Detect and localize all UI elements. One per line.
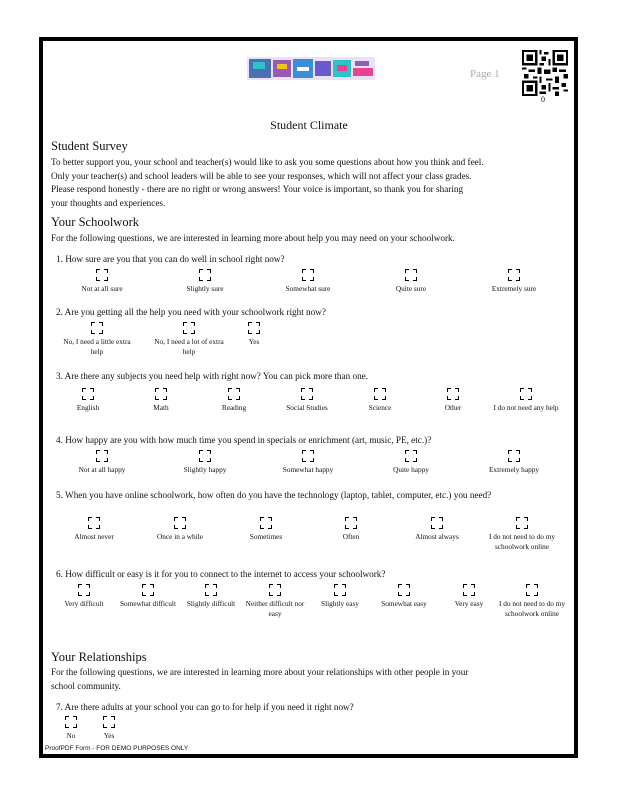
survey-title: Student Climate [270, 118, 348, 132]
question-3-text: 3. Are there any subjects you need help with right now? You can pick more than one. [56, 371, 369, 381]
qr-code-icon [522, 50, 568, 96]
question-2-option[interactable]: No, I need a lot of extra help [154, 322, 224, 357]
checkbox[interactable] [302, 269, 314, 281]
checkbox[interactable] [260, 517, 272, 529]
question-4-option[interactable]: Slightly happy [170, 450, 240, 475]
question-2-option[interactable]: No, I need a little extra help [62, 322, 132, 357]
checkbox[interactable] [205, 584, 217, 596]
school-logo-icon [247, 57, 375, 80]
section-heading-survey: Student Survey [51, 139, 128, 153]
question-1-option[interactable]: Not at all sure [67, 269, 137, 294]
checkbox[interactable] [431, 517, 443, 529]
checkbox[interactable] [88, 517, 100, 529]
checkbox[interactable] [96, 450, 108, 462]
question-7-text: 7. Are there adults at your school you can go to for help if you need it right now? [56, 702, 354, 712]
survey-intro-line: Please respond honestly - there are no right or wrong answers! Your voice is important, so thank you for sharing [51, 184, 464, 194]
question-7-option[interactable]: Yes [74, 716, 144, 741]
checkbox[interactable] [155, 388, 167, 400]
question-3-option[interactable]: Other [418, 388, 488, 413]
checkbox[interactable] [199, 269, 211, 281]
survey-intro [51, 156, 573, 210]
question-3-option[interactable]: Social Studies [272, 388, 342, 413]
question-4-text: 4. How happy are you with how much time you spend in specials or enrichment (art, music, PE, etc.)? [56, 435, 432, 445]
checkbox[interactable] [398, 584, 410, 596]
qr-code-number: 0 [541, 95, 545, 104]
question-1-option[interactable]: Slightly sure [170, 269, 240, 294]
question-1-text: 1. How sure are you that you can do well in school right now? [56, 254, 285, 264]
checkbox[interactable] [463, 584, 475, 596]
question-4-option[interactable]: Quite happy [376, 450, 446, 475]
question-5-option[interactable]: Almost always [402, 517, 472, 542]
question-1-option[interactable]: Somewhat sure [273, 269, 343, 294]
question-5-option[interactable]: Often [316, 517, 386, 542]
question-6-option[interactable]: Somewhat difficult [113, 584, 183, 609]
survey-intro-line: your thoughts and experiences. [51, 197, 166, 208]
question-1-option[interactable]: Quite sure [376, 269, 446, 294]
checkbox[interactable] [508, 269, 520, 281]
question-5-option[interactable]: Sometimes [231, 517, 301, 542]
checkbox[interactable] [78, 584, 90, 596]
section-heading-relationships: Your Relationships [51, 650, 147, 664]
relationships-intro-line: school community. [51, 680, 121, 691]
page-number: Page 1 [470, 68, 500, 80]
checkbox[interactable] [405, 450, 417, 462]
checkbox[interactable] [301, 388, 313, 400]
question-3-option[interactable]: Science [345, 388, 415, 413]
checkbox[interactable] [516, 517, 528, 529]
question-3-option[interactable]: Reading [199, 388, 269, 413]
question-3-option[interactable]: Math [126, 388, 196, 413]
checkbox[interactable] [302, 450, 314, 462]
checkbox[interactable] [269, 584, 281, 596]
checkbox[interactable] [228, 388, 240, 400]
question-6-option[interactable]: Very easy [434, 584, 504, 609]
question-6-option[interactable]: Somewhat easy [369, 584, 439, 609]
checkbox[interactable] [374, 388, 386, 400]
checkbox[interactable] [526, 584, 538, 596]
checkbox[interactable] [405, 269, 417, 281]
checkbox[interactable] [174, 517, 186, 529]
question-6-option[interactable]: Very difficult [49, 584, 119, 609]
question-3-option[interactable]: I do not need any help [491, 388, 561, 413]
survey-intro-line: To better support you, your school and teacher(s) would like to ask you some questions about how you think and feel. [51, 157, 484, 167]
question-7-option[interactable]: No [36, 716, 106, 741]
section-heading-schoolwork: Your Schoolwork [51, 215, 139, 229]
checkbox[interactable] [82, 388, 94, 400]
checkbox[interactable] [334, 584, 346, 596]
question-6-option[interactable]: Neither difficult nor easy [240, 584, 310, 619]
checkbox[interactable] [142, 584, 154, 596]
question-6-text: 6. How difficult or easy is it for you to connect to the internet to access your schoolwork? [56, 569, 386, 579]
question-4-option[interactable]: Not at all happy [67, 450, 137, 475]
question-4-option[interactable]: Extremely happy [479, 450, 549, 475]
checkbox[interactable] [91, 322, 103, 334]
question-3-option[interactable]: English [53, 388, 123, 413]
schoolwork-intro: For the following questions, we are interested in learning more about help you may need on your schoolwork. [51, 233, 455, 243]
question-1-option[interactable]: Extremely sure [479, 269, 549, 294]
checkbox[interactable] [447, 388, 459, 400]
checkbox[interactable] [96, 269, 108, 281]
checkbox[interactable] [183, 322, 195, 334]
checkbox[interactable] [199, 450, 211, 462]
question-6-option[interactable]: I do not need to do my schoolwork online [497, 584, 567, 619]
question-5-option[interactable]: Once in a while [145, 517, 215, 542]
survey-intro-line: Only your teacher(s) and school leaders will be able to see your responses, which will not affect your class grades. [51, 170, 472, 181]
relationships-intro-line: For the following questions, we are interested in learning more about your relationships with other people in your [51, 667, 469, 677]
question-6-option[interactable]: Slightly easy [305, 584, 375, 609]
checkbox[interactable] [508, 450, 520, 462]
question-4-option[interactable]: Somewhat happy [273, 450, 343, 475]
demo-footer: ProofPDF Form - FOR DEMO PURPOSES ONLY [45, 745, 189, 752]
question-2-option[interactable]: Yes [219, 322, 289, 347]
checkbox[interactable] [520, 388, 532, 400]
question-2-text: 2. Are you getting all the help you need with your schoolwork right now? [56, 307, 326, 317]
question-5-text: 5. When you have online schoolwork, how often do you have the technology (laptop, tablet, computer, etc.) you need? [56, 490, 492, 500]
checkbox[interactable] [103, 716, 115, 728]
question-6-option[interactable]: Slightly difficult [176, 584, 246, 609]
checkbox[interactable] [248, 322, 260, 334]
question-5-option[interactable]: Almost never [59, 517, 129, 542]
question-5-option[interactable]: I do not need to do my schoolwork online [487, 517, 557, 552]
checkbox[interactable] [345, 517, 357, 529]
relationships-intro [51, 666, 573, 693]
